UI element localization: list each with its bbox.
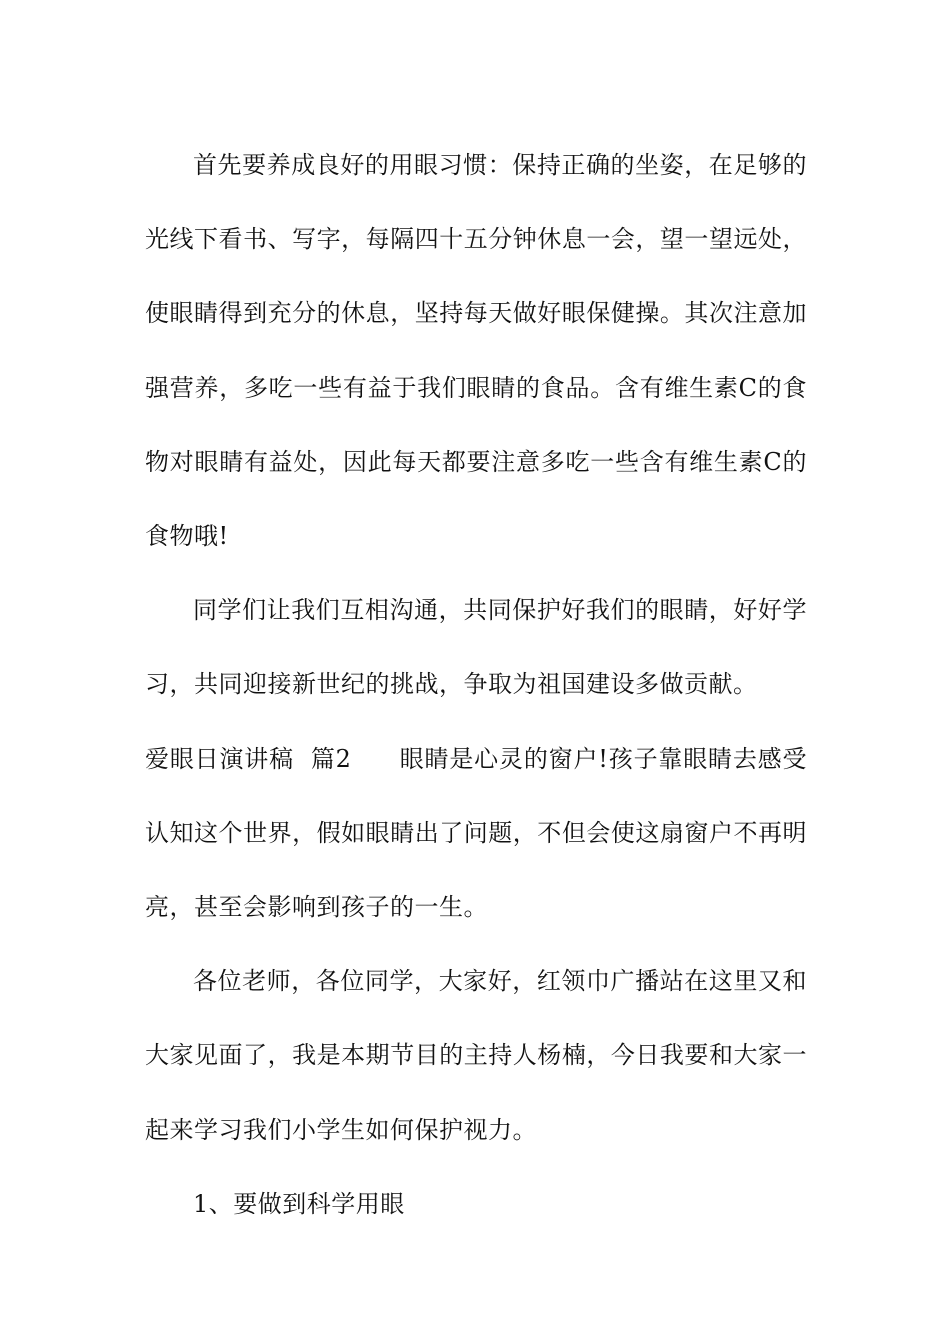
paragraph-eye-habits: 首先要养成良好的用眼习惯：保持正确的坐姿，在足够的光线下看书、写字，每隔四十五分钟休息一会，望一望远处，使眼睛得到充分的休息，坚持每天做好眼保健操。其次注意加强营养，多吃一些有益于我们眼睛的食品。含有维生素C的食物对眼睛有益处，因此每天都要注意多吃一些含有维生素C的食物哦! [145, 151, 807, 551]
section-first-paragraph: 眼睛是心灵的窗户!孩子靠眼睛去感受认知这个世界，假如眼睛出了问题，不但会使这扇窗户不再明亮，甚至会影响到孩子的一生。 [145, 744, 807, 922]
section-2-paragraph [145, 722, 807, 945]
list-item-scientific-eye-use: 1、要做到科学用眼 [193, 1189, 405, 1218]
section-heading: 爱眼日演讲稿 篇2 [145, 744, 352, 773]
paragraph-protect-eyes: 同学们让我们互相沟通，共同保护好我们的眼睛，好好学习，共同迎接新世纪的挑战，争取为祖国建设多做贡献。 [145, 596, 807, 699]
document-body [145, 128, 807, 1241]
paragraph-radio-intro: 各位老师，各位同学，大家好，红领巾广播站在这里又和大家见面了，我是本期节目的主持人杨楠，今日我要和大家一起来学习我们小学生如何保护视力。 [145, 967, 807, 1144]
